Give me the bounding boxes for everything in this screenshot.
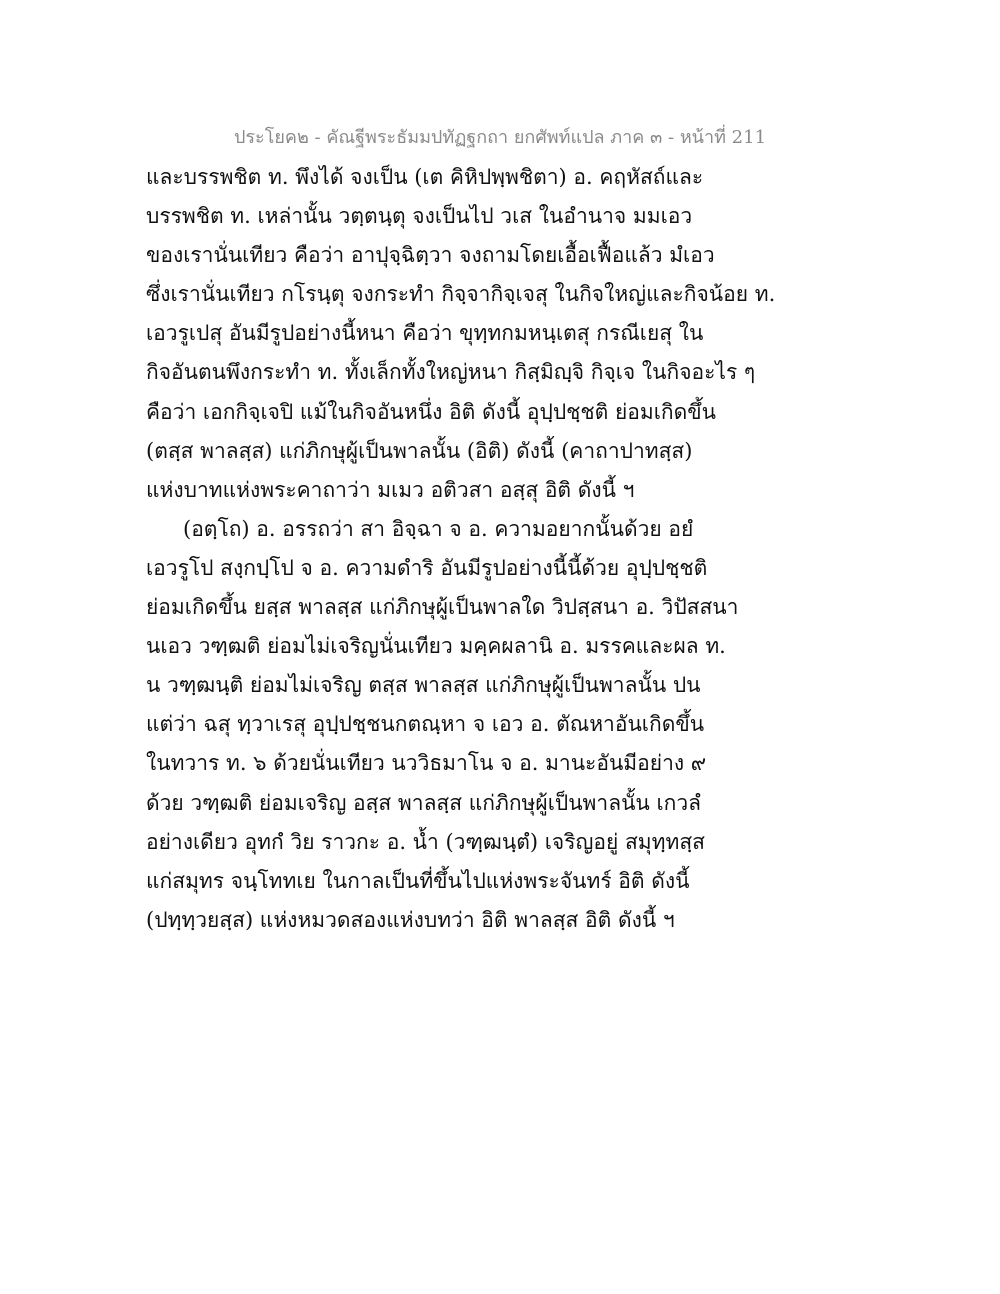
page-header: ประโยค๒ - คัณฐีพระธัมมปทัฏฐกถา ยกศัพท์แปล ภาค ๓ - หน้าที่ 211 bbox=[233, 127, 767, 148]
text-line: ซึ่งเรานั่นเทียว กโรนฺตุ จงกระทำ กิจฺจากิจฺเจสุ ในกิจใหญ่และกิจน้อย ท. bbox=[146, 282, 776, 307]
text-line: คือว่า เอกกิจฺเจปิ แม้ในกิจอันหนึ่ง อิติ ดังนี้ อุปฺปชฺชติ ย่อมเกิดขึ้น bbox=[146, 399, 716, 424]
text-line: บรรพชิต ท. เหล่านั้น วตฺตนฺตุ จงเป็นไป วเส ในอำนาจ มมเอว bbox=[146, 204, 693, 229]
text-line: ของเรานั่นเทียว คือว่า อาปุจฺฉิตฺวา จงถามโดยเอื้อเฟื้อแล้ว มํเอว bbox=[146, 243, 715, 268]
text-line: ย่อมเกิดขึ้น ยสฺส พาลสฺส แก่ภิกษุผู้เป็นพาลใด วิปสฺสนา อ. วิปัสสนา bbox=[146, 595, 739, 620]
text-line: ด้วย วฑฺฒติ ย่อมเจริญ อสฺส พาลสฺส แก่ภิกษุผู้เป็นพาลนั้น เกวลํ bbox=[146, 790, 702, 815]
text-line: (ตสฺส พาลสฺส) แก่ภิกษุผู้เป็นพาลนั้น (อิติ) ดังนี้ (คาถาปาทสฺส) bbox=[146, 438, 693, 463]
text-line: แต่ว่า ฉสุ ทฺวาเรสุ อุปฺปชฺชนกตณฺหา จ เอว อ. ตัณหาอันเกิดขึ้น bbox=[146, 712, 705, 737]
text-line: (ปทฺทฺวยสฺส) แห่งหมวดสองแห่งบทว่า อิติ พาลสฺส อิติ ดังนี้ ฯ bbox=[146, 907, 675, 932]
text-line: แห่งบาทแห่งพระคาถาว่า มเมว อติวสา อสฺสุ อิติ ดังนี้ ฯ bbox=[146, 477, 635, 502]
text-line: เอวรูเปสุ อันมีรูปอย่างนี้หนา คือว่า ขุทฺทกมหนฺเตสุ กรณีเยสุ ใน bbox=[146, 321, 704, 346]
text-line: ในทวาร ท. ๖ ด้วยนั่นเทียว นววิธมาโน จ อ. มานะอันมีอย่าง ๙ bbox=[146, 751, 707, 776]
body-text bbox=[146, 158, 866, 940]
text-line: และบรรพชิต ท. พึงได้ จงเป็น (เต คิหิปพฺพชิตา) อ. คฤหัสถ์และ bbox=[146, 165, 704, 189]
text-line: แก่สมุทร จนฺโททเย ในกาลเป็นที่ขึ้นไปแห่งพระจันทร์ อิติ ดังนี้ bbox=[146, 868, 690, 893]
text-line: กิจอันตนพึงกระทำ ท. ทั้งเล็กทั้งใหญ่หนา กิสฺมิญฺจิ กิจฺเจ ในกิจอะไร ๆ bbox=[146, 360, 756, 385]
text-line: นเอว วฑฺฒติ ย่อมไม่เจริญนั่นเทียว มคฺคผลานิ อ. มรรคและผล ท. bbox=[146, 634, 726, 659]
text-line: น วฑฺฒนฺติ ย่อมไม่เจริญ ตสฺส พาลสฺส แก่ภิกษุผู้เป็นพาลนั้น ปน bbox=[146, 673, 701, 698]
paragraph-start-line: (อตฺโถ) อ. อรรถว่า สา อิจฺฉา จ อ. ความอยากนั้นด้วย อยํ bbox=[183, 516, 694, 541]
text-line: อย่างเดียว อุทกํ วิย ราวกะ อ. น้ำ (วฑฺฒนฺตํ) เจริญอยู่ สมุทฺทสฺส bbox=[146, 829, 705, 854]
text-line: เอวรูโป สงฺกปฺโป จ อ. ความดำริ อันมีรูปอย่างนี้นี้ด้วย อุปฺปชฺชติ bbox=[146, 555, 708, 580]
